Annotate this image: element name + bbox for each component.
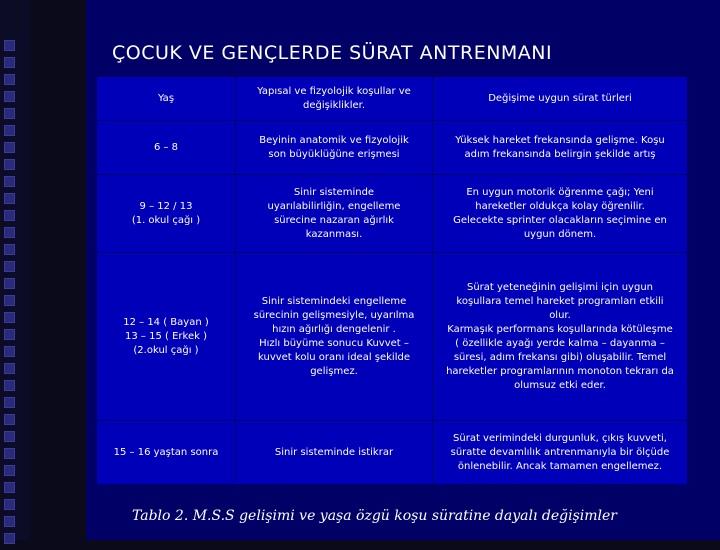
decorative-square (4, 414, 15, 425)
slide-title: ÇOCUK VE GENÇLERDE SÜRAT ANTRENMANI (112, 42, 553, 64)
decorative-left-band (0, 0, 30, 540)
decorative-square (4, 278, 15, 289)
cell-age: 6 – 8 (97, 121, 236, 175)
cell-speed-types: Sürat yeteneğinin gelişimi için uygun koşullara temel hareket programları etkili olur. Karmaşık performans koşullarında kötüleşme ( özellikle ayağı yerde kalma – dayanma – süresi, adım frekansı gibi) oluşabilir. Temel hareketler programlarının monoton tekrarı da olumsuz etki eder. (433, 253, 688, 421)
table-row (97, 175, 688, 253)
decorative-square (4, 533, 15, 544)
decorative-squares (4, 40, 26, 550)
table-row (97, 121, 688, 175)
decorative-square (4, 57, 15, 68)
header-conditions: Yapısal ve fizyolojik koşullar ve değişiklikler. (236, 77, 433, 121)
decorative-square (4, 516, 15, 527)
cell-speed-types: Sürat verimindeki durgunluk, çıkış kuvveti, süratte devamlılık antrenmanıyla bir ölçüde önlenebilir. Ancak tamamen engellemez. (433, 421, 688, 485)
decorative-square (4, 108, 15, 119)
decorative-square (4, 40, 15, 51)
decorative-square (4, 91, 15, 102)
cell-age: 12 – 14 ( Bayan ) 13 – 15 ( Erkek ) (2.okul çağı ) (97, 253, 236, 421)
decorative-square (4, 227, 15, 238)
decorative-square (4, 380, 15, 391)
header-speed-types: Değişime uygun sürat türleri (433, 77, 688, 121)
decorative-square (4, 74, 15, 85)
decorative-square (4, 142, 15, 153)
header-age: Yaş (97, 77, 236, 121)
cell-age: 15 – 16 yaştan sonra (97, 421, 236, 485)
cell-speed-types: Yüksek hareket frekansında gelişme. Koşu adım frekansında belirgin şekilde artış (433, 121, 688, 175)
decorative-square (4, 363, 15, 374)
decorative-square (4, 329, 15, 340)
decorative-square (4, 397, 15, 408)
decorative-square (4, 482, 15, 493)
decorative-square (4, 176, 15, 187)
decorative-square (4, 210, 15, 221)
speed-training-table (96, 76, 688, 485)
cell-speed-types: En uygun motorik öğrenme çağı; Yeni hareketler oldukça kolay öğrenilir. Gelecekte sprinter olacakların seçimine en uygun dönem. (433, 175, 688, 253)
decorative-square (4, 295, 15, 306)
decorative-square (4, 312, 15, 323)
decorative-square (4, 193, 15, 204)
table-header-row (97, 77, 688, 121)
cell-conditions: Sinir sistemindeki engelleme sürecinin gelişmesiyle, uyarılma hızın ağırlığı dengelenir . Hızlı büyüme sonucu Kuvvet – kuvvet kolu oranı ideal şekilde gelişmez. (236, 253, 433, 421)
decorative-square (4, 346, 15, 357)
table-row (97, 253, 688, 421)
decorative-square (4, 499, 15, 510)
cell-age: 9 – 12 / 13 (1. okul çağı ) (97, 175, 236, 253)
decorative-square (4, 448, 15, 459)
table-row (97, 421, 688, 485)
decorative-square (4, 244, 15, 255)
cell-conditions: Sinir sisteminde istikrar (236, 421, 433, 485)
decorative-square (4, 159, 15, 170)
cell-conditions: Beyinin anatomik ve fizyolojik son büyüklüğüne erişmesi (236, 121, 433, 175)
decorative-square (4, 261, 15, 272)
decorative-square (4, 125, 15, 136)
decorative-square (4, 465, 15, 476)
decorative-square (4, 431, 15, 442)
cell-conditions: Sinir sisteminde uyarılabilirliğin, engelleme sürecine nazaran ağırlık kazanması. (236, 175, 433, 253)
table-caption: Tablo 2. M.S.S gelişimi ve yaşa özgü koşu süratine dayalı değişimler (132, 508, 617, 524)
